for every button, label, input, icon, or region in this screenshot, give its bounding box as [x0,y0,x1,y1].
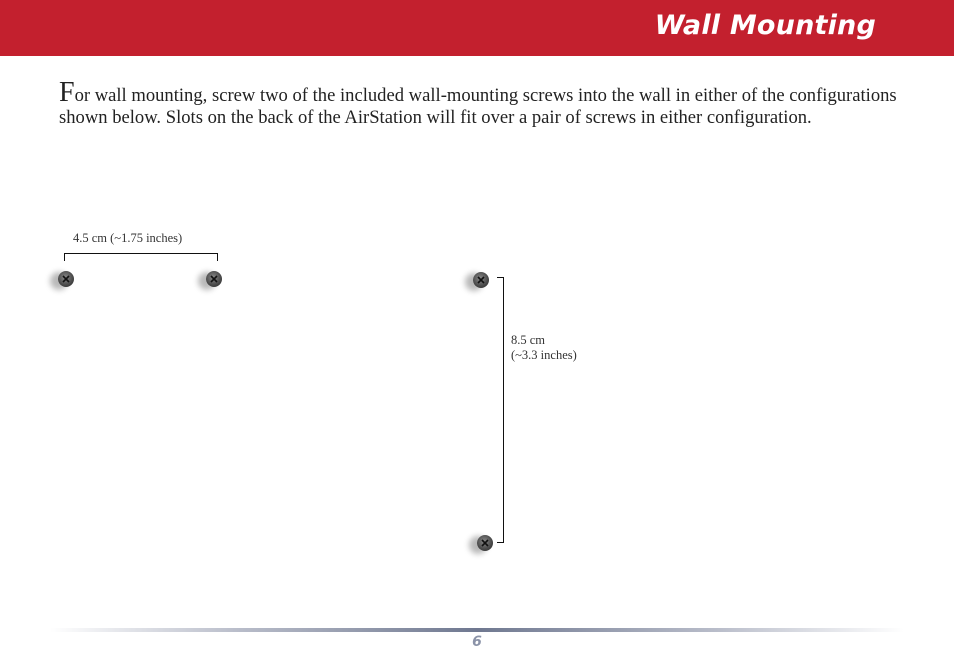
intro-text: or wall mounting, screw two of the included wall-mounting screws into the wall in either of the configurations shown below. Slots on the back of the AirStation will fit over a pair of screws in either configuration. [59,85,897,128]
screw-icon [473,272,489,288]
vertical-distance-inches: (~3.3 inches) [511,348,577,362]
screw-icon [477,535,493,551]
header-bar [0,0,954,56]
drop-cap: F [59,77,75,108]
page-title: Wall Mounting [654,10,876,41]
screw-icon [58,271,74,287]
intro-paragraph [59,77,899,129]
footer-divider [50,628,904,632]
page-number: 6 [472,634,482,650]
screw-icon [206,271,222,287]
vertical-distance-cm: 8.5 cm [511,333,546,347]
horizontal-dimension-bracket [64,253,218,261]
vertical-dimension-bracket [497,277,504,543]
horizontal-distance-label: 4.5 cm (~1.75 inches) [73,231,183,245]
vertical-distance-label [511,333,577,363]
